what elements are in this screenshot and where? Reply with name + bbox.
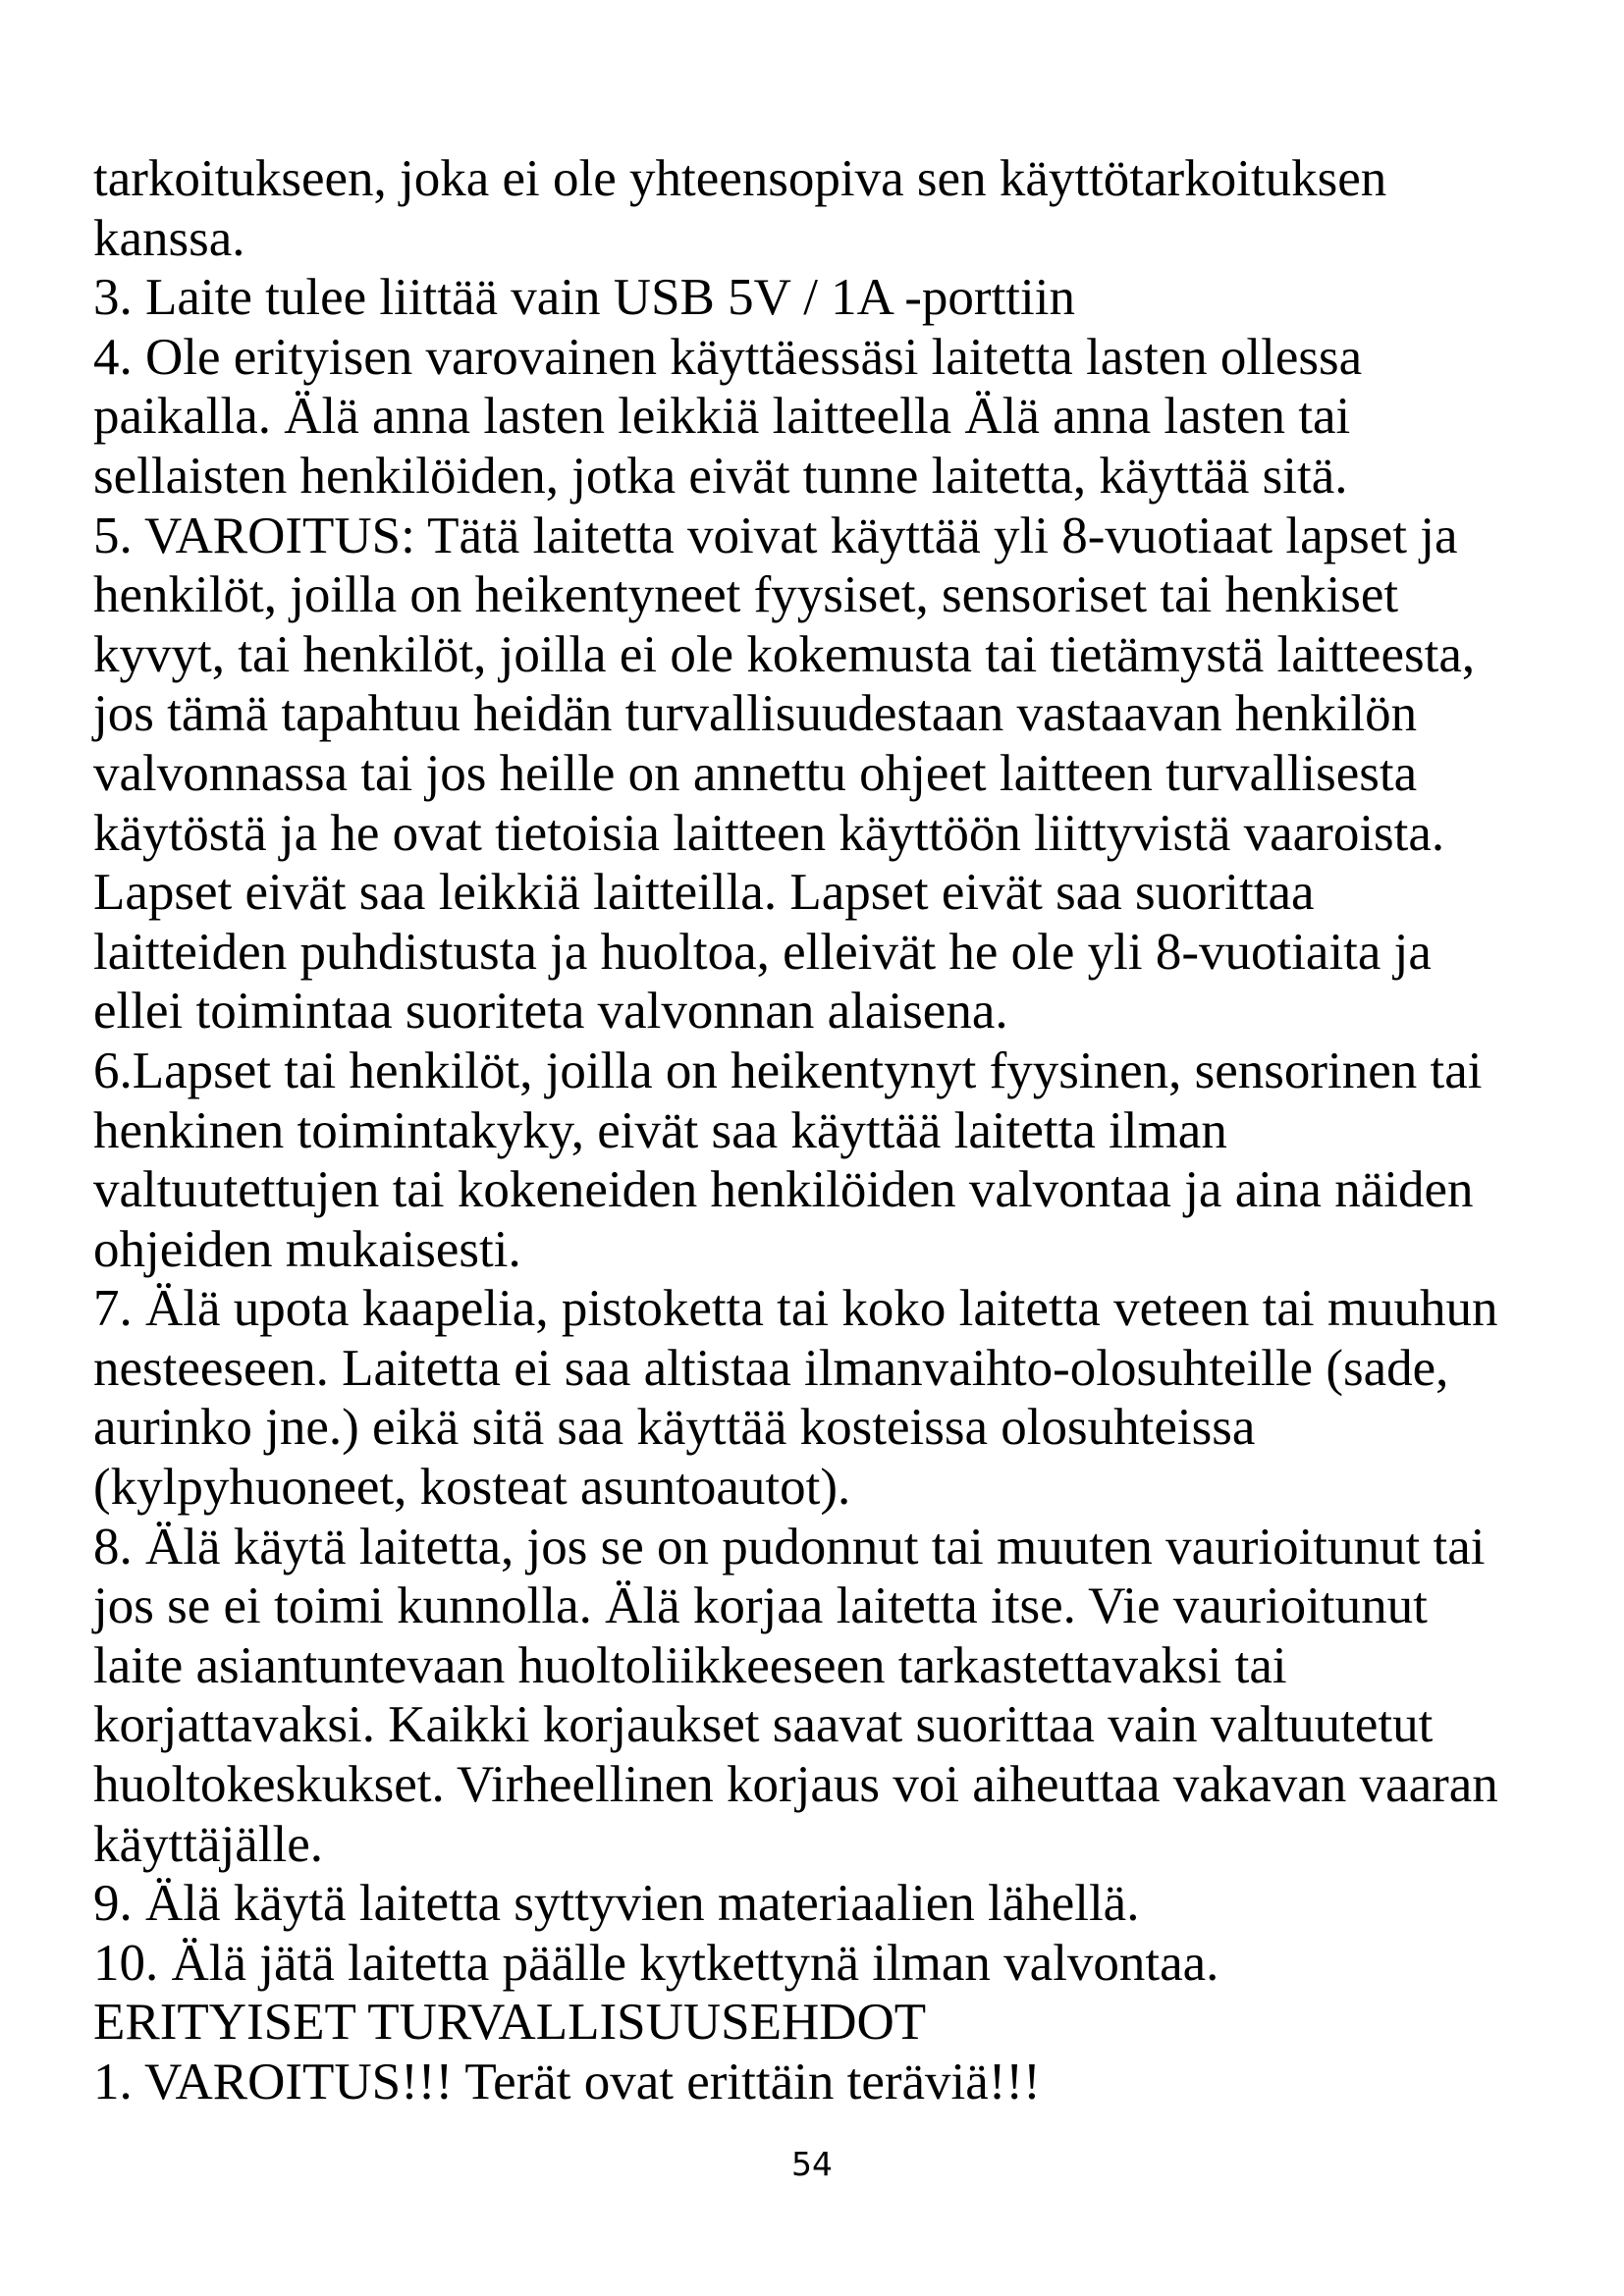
- text-line: 10. Älä jätä laitetta päälle kytkettynä ilman valvontaa.: [93, 1934, 1219, 1992]
- text-line: henkinen toimintakyky, eivät saa käyttää laitetta ilman: [93, 1101, 1227, 1159]
- text-line: jos tämä tapahtuu heidän turvallisuudestaan vastaavan henkilön: [93, 685, 1418, 743]
- text-line: laite asiantuntevaan huoltoliikkeeseen tarkastettavaksi tai: [93, 1636, 1287, 1694]
- text-line: tarkoitukseen, joka ei ole yhteensopiva sen käyttötarkoituksen: [93, 150, 1387, 207]
- text-line: kyvyt, tai henkilöt, joilla ei ole kokemusta tai tietämystä laitteesta,: [93, 625, 1476, 683]
- text-line: valtuutettujen tai kokeneiden henkilöiden valvontaa ja aina näiden: [93, 1161, 1474, 1219]
- text-line: (kylpyhuoneet, kosteat asuntoautot).: [93, 1459, 851, 1517]
- text-line: käytöstä ja he ovat tietoisia laitteen käyttöön liittyvistä vaaroista.: [93, 804, 1445, 862]
- text-line: nesteeseen. Laitetta ei saa altistaa ilmanvaihto-olosuhteille (sade,: [93, 1339, 1449, 1397]
- text-line: 4. Ole erityisen varovainen käyttäessäsi laitetta lasten ollessa: [93, 328, 1363, 386]
- text-line: jos se ei toimi kunnolla. Älä korjaa laitetta itse. Vie vaurioitunut: [93, 1577, 1428, 1635]
- text-line: kanssa.: [93, 209, 245, 267]
- body-text: [93, 149, 1556, 2112]
- text-line: paikalla. Älä anna lasten leikkiä laitteella Älä anna lasten tai: [93, 388, 1351, 446]
- text-line: aurinko jne.) eikä sitä saa käyttää kosteissa olosuhteissa: [93, 1399, 1256, 1457]
- text-line: 6.Lapset tai henkilöt, joilla on heikentynyt fyysinen, sensorinen tai: [93, 1041, 1483, 1099]
- section-heading: ERITYISET TURVALLISUUSEHDOT: [93, 1994, 927, 2052]
- page-number: 54: [791, 2145, 833, 2183]
- text-line: huoltokeskukset. Virheellinen korjaus voi aiheuttaa vakavan vaaran: [93, 1756, 1498, 1814]
- text-line: korjattavaksi. Kaikki korjaukset saavat suorittaa vain valtuutetut: [93, 1696, 1434, 1754]
- text-line: 8. Älä käytä laitetta, jos se on pudonnut tai muuten vaurioitunut tai: [93, 1518, 1486, 1575]
- text-line: laitteiden puhdistusta ja huoltoa, elleivät he ole yli 8-vuotiaita ja: [93, 923, 1432, 981]
- text-line: Lapset eivät saa leikkiä laitteilla. Lapset eivät saa suorittaa: [93, 864, 1315, 922]
- text-line: 5. VAROITUS: Tätä laitetta voivat käyttää yli 8-vuotiaat lapset ja: [93, 507, 1458, 564]
- text-line: 1. VAROITUS!!! Terät ovat erittäin teräviä!!!: [93, 2054, 1041, 2110]
- text-line: 9. Älä käytä laitetta syttyvien materiaalien lähellä.: [93, 1875, 1140, 1933]
- text-line: sellaisten henkilöiden, jotka eivät tunne laitetta, käyttää sitä.: [93, 447, 1348, 505]
- text-line: 7. Älä upota kaapelia, pistoketta tai koko laitetta veteen tai muuhun: [93, 1280, 1498, 1338]
- text-line: ohjeiden mukaisesti.: [93, 1220, 521, 1278]
- text-line: ellei toimintaa suoriteta valvonnan alaisena.: [93, 983, 1008, 1041]
- text-line: 3. Laite tulee liittää vain USB 5V / 1A -porttiin: [93, 269, 1075, 327]
- text-line: henkilöt, joilla on heikentyneet fyysiset, sensoriset tai henkiset: [93, 566, 1399, 624]
- text-line: käyttäjälle.: [93, 1815, 323, 1873]
- text-line: valvonnassa tai jos heille on annettu ohjeet laitteen turvallisesta: [93, 744, 1418, 802]
